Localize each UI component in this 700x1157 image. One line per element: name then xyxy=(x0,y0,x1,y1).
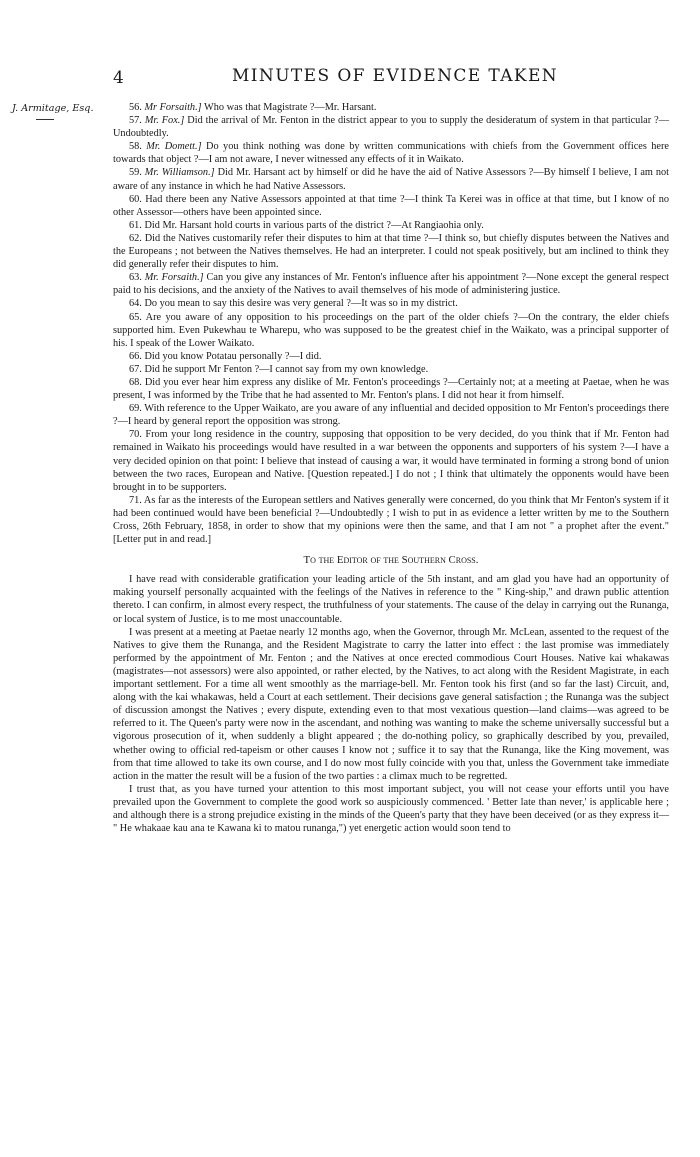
evidence-item xyxy=(113,494,669,546)
question-number: 59. xyxy=(129,167,145,179)
evidence-item xyxy=(113,402,669,428)
question-text: Did the arrival of Mr. Fenton in the district appear to you to supply the desideratum of system in that particular ?—Undoubtedly. xyxy=(113,115,669,140)
evidence-body xyxy=(113,101,669,835)
evidence-item xyxy=(113,376,669,402)
evidence-item xyxy=(113,350,669,363)
question-number: 60. xyxy=(129,193,146,205)
question-text: Can you give any instances of Mr. Fenton's influence after his appointment ?—None except the general respect paid to his decisions, and the anxiety of the Natives to avail themselves of his mode of administering justice. xyxy=(113,272,669,297)
question-text: With reference to the Upper Waikato, are you aware of any influential and decided opposition to Mr Fenton's proceedings there ?—I heard by general report the opposition was strong. xyxy=(113,403,669,428)
evidence-item xyxy=(113,363,669,376)
page-number: 4 xyxy=(113,68,124,88)
question-number: 58. xyxy=(129,141,147,153)
speaker-name: Mr. Williamson.] xyxy=(144,167,215,179)
question-number: 63. xyxy=(129,272,145,284)
question-number: 56. xyxy=(129,102,145,113)
evidence-item xyxy=(113,232,669,271)
letter-paragraph: I have read with considerable gratification your leading article of the 5th instant, and am glad you have had an opportunity of making yourself personally acquainted with the feelings of the Natives in reference to the " King-ship," and drawn public attention thereto. I can confirm, in almost every respect, the truthfulness of your statements. The cause of the delay in carrying out the Runanga, or local system of Justice, is to me most unaccountable. xyxy=(113,574,669,625)
speaker-name: Mr. Domett.] xyxy=(146,141,202,153)
question-number: 57. xyxy=(129,115,145,127)
letter-heading: To the Editor of the Southern Cross. xyxy=(303,554,479,567)
question-text: Did you ever hear him express any dislike of Mr. Fenton's proceedings ?—Certainly not; at a meeting at Paetae, when he was present, I was informed by the Tribe that he had assented to Mr. Fenton's plans. I did not hear it from himself. xyxy=(113,376,669,402)
question-text: Had there been any Native Assessors appointed at that time ?—I think Ta Kerei was in office at that time, but I know of no other Assessor—others have been appointed since. xyxy=(113,193,669,218)
letter-paragraph: I was present at a meeting at Paetae nearly 12 months ago, when the Governor, through Mr. McLean, assented to the request of the Natives to give them the Runanga, and the Resident Magistrate to carry the latter into effect : the last promise was immediately performed by the appointment of Mr. Fenton ; and the Natives at once erected commodious Court Houses. Native kai whakawas (magistrates—not assessors) were also appointed, or rather elected, by the Natives, to act along with the Resident Magistrate, in each important settlement. For a time all went smoothly as the marriage-bell. Mr. Fenton took his first (and so far the last) Circuit, and, along with the kai whakawas, held a Court at each settlement. Their decisions gave general satisfaction ; the Runanga was the subject of discussion amongst the Natives ; every dispute, extending even to that most vexatious question—land claims—was agreed to be referred to it. The Queen's party were now in the ascendant, and nothing was wanting to make the scheme universally successful but a vigorous prosecution of it, when suddenly a blight appeared ; the do-nothing policy, so graphically described by you, prevailed, whether owing to official red-tapeism or other causes I know not ; suffice it to say that the Runanga, like the King movement, was from that time allowed to take its own course, and I do now most fully coincide with you that, unless the Government take immediate action in the matter the result will be a fusion of the two parties : a climax much to be regretted. xyxy=(113,626,669,782)
witness-rule xyxy=(36,119,54,120)
question-number: 68. xyxy=(129,376,145,388)
question-number: 71. xyxy=(129,494,144,506)
letter-body xyxy=(113,573,669,835)
question-text: Are you aware of any opposition to his proceedings on the part of the older chiefs ?—On the contrary, the elder chiefs supported him. Even Pukewhau te Wharepu, who was supposed to be the greatest chief in the Waikato, was a principal supporter of his. I speak of the Lower Waikato. xyxy=(113,311,669,349)
evidence-item xyxy=(113,114,669,140)
question-list xyxy=(113,101,669,546)
question-text: Did Mr. Harsant act by himself or did he have the aid of Native Assessors ?—By himself I believe, I am not aware of any instance in which he had Native Assessors. xyxy=(113,167,670,192)
evidence-item xyxy=(113,193,669,219)
evidence-item xyxy=(113,271,669,297)
question-text: Did you know Potatau personally ?—I did. xyxy=(144,350,322,362)
question-text: Did he support Mr Fenton ?—I cannot say from my own knowledge. xyxy=(144,363,429,375)
speaker-name: Mr. Fox.] xyxy=(144,115,185,127)
question-text: From your long residence in the country, supposing that opposition to be very decided, do you think that if Mr. Fenton had remained in Waikato his proceedings would have resulted in a war between the opponents and supporters of his system ?—I have a very decided opinion on that point: I believe that instead of causing a war, it would have terminated in forming a strong bond of union between the two races, European and Native. [Question repeated.] I do not ; I think that ultimately the opponents would have been brought in to be supporters. xyxy=(113,429,669,493)
question-number: 67. xyxy=(129,363,145,375)
question-text: Who was that Magistrate ?—Mr. Harsant. xyxy=(201,102,377,113)
question-text: Did Mr. Harsant hold courts in various parts of the district ?—At Rangiaohia only. xyxy=(144,219,484,231)
question-text: Did the Natives customarily refer their disputes to him at that time ?—I think so, but chiefly disputes between the Natives and the Europeans ; not between the Natives themselves. He had an interpreter. I could not speak positively, but am inclined to think they did generally refer their disputes to him. xyxy=(113,232,669,271)
question-number: 64. xyxy=(129,298,145,310)
evidence-item xyxy=(113,101,669,114)
evidence-item xyxy=(113,140,669,166)
question-text: Do you think nothing was done by written communications with chiefs from the Government offices here towards that object ?—I am not aware, I never witnessed any effects of it in Waikato. xyxy=(113,141,669,166)
evidence-item xyxy=(113,311,669,350)
evidence-item xyxy=(113,297,669,310)
speaker-name: Mr. Forsaith.] xyxy=(144,272,204,284)
question-number: 65. xyxy=(129,311,146,323)
question-number: 69. xyxy=(129,403,145,415)
question-number: 66. xyxy=(129,350,145,362)
question-text: Do you mean to say this desire was very general ?—It was so in my district. xyxy=(144,298,458,310)
question-text: As far as the interests of the European settlers and Natives generally were concerned, do you think that Mr Fenton's system if it had been continued would have been beneficial ?—Undoubtedly ; I wish to put in as evidence a letter written by me to the Southern Cross, 26th February, 1858, in order to show that my opinions were then the same, and that I am not " a prophet after the event." [Letter put in and read.] xyxy=(113,494,669,546)
speaker-name: Mr Forsaith.] xyxy=(144,102,202,113)
evidence-item xyxy=(113,428,669,493)
question-number: 70. xyxy=(129,429,146,441)
witness-name: J. Armitage, Esq. xyxy=(12,103,94,114)
evidence-item xyxy=(113,166,669,192)
question-number: 62. xyxy=(129,232,145,244)
question-number: 61. xyxy=(129,219,145,231)
letter-paragraph: I trust that, as you have turned your attention to this most important subject, you will not cease your efforts until you have prevailed upon the Government to complete the good work so auspiciously commenced. ' Better late than never,' is applicable here ; and although there is a strong prejudice existing in the minds of the Queen's party that they have been deceived (or as they express it— " He whakaae kau ana te Kawana ki to matou runanga,") yet energetic action would soon tend to xyxy=(113,783,670,835)
evidence-item xyxy=(113,219,669,232)
running-head: MINUTES OF EVIDENCE TAKEN xyxy=(232,66,559,86)
